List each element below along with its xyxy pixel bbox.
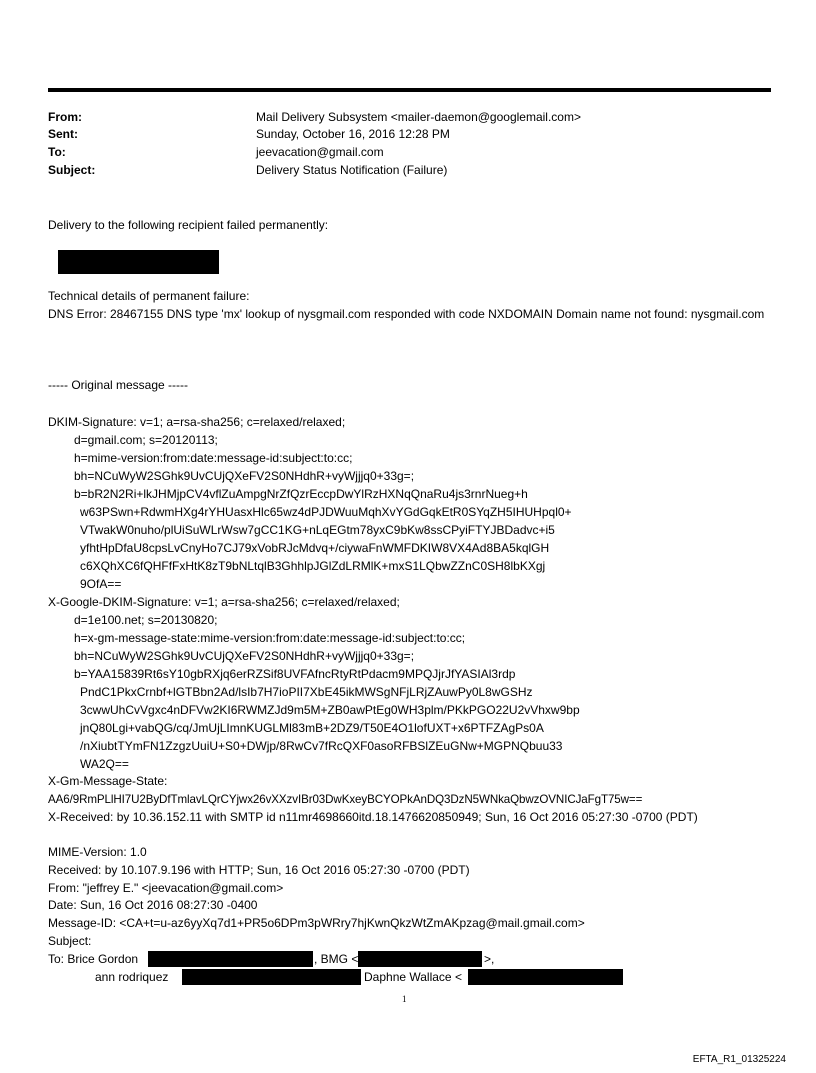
ann-recipient: ann rodriquez bbox=[95, 970, 169, 984]
xgoogle-line: b=YAA15839Rt6sY10gbRXjq6erRZSif8UVFAfncRtyRtPdacm9MPQJjrJfYASIAl3rdp bbox=[74, 667, 516, 681]
dkim-line: d=gmail.com; s=20120113; bbox=[74, 433, 218, 447]
to-line-close: >, bbox=[484, 952, 495, 966]
xgoogle-line: X-Google-DKIM-Signature: v=1; a=rsa-sha256; c=relaxed/relaxed; bbox=[48, 595, 400, 609]
redaction-box bbox=[468, 969, 623, 985]
gm-state-value: AA6/9RmPLlHI7U2ByDfTmlavLQrCYjwx26vXXzvIBr03DwKxeyBCYOPkAnDQ3DzN5WNkaQbwzOVNICJaFgT75w== bbox=[48, 793, 643, 806]
xgoogle-line: jnQ80Lgi+vabQG/cq/JmUjLImnKUGLMl83mB+2DZ9/T50E4O1lofUXT+x6PTFZAgPs0A bbox=[80, 721, 544, 735]
redaction-box bbox=[182, 969, 361, 985]
redaction-box bbox=[148, 951, 313, 967]
subject-label: Subject: bbox=[48, 163, 96, 177]
redaction-box bbox=[58, 250, 219, 274]
mime-version: MIME-Version: 1.0 bbox=[48, 845, 147, 859]
gm-state-label: X-Gm-Message-State: bbox=[48, 774, 168, 788]
xgoogle-line: bh=NCuWyW2SGhk9UvCUjQXeFV2S0NHdhR+vyWjjjq0+33g=; bbox=[74, 649, 415, 663]
dkim-line: VTwakW0nuho/plUiSuWLrWsw7gCC1KG+nLqEGtm78yxC9bKw8ssCPyiFTYJBDadvc+i5 bbox=[80, 523, 555, 537]
to-label: To: bbox=[48, 145, 66, 159]
received-line: Received: by 10.107.9.196 with HTTP; Sun, 16 Oct 2016 05:27:30 -0700 (PDT) bbox=[48, 863, 470, 877]
message-id-line: Message-ID: <CA+t=u-az6yyXq7d1+PR5o6DPm3pWRry7hjKwnQkzWtZmAKpzag@mail.gmail.com> bbox=[48, 916, 585, 930]
subject-line: Subject: bbox=[48, 934, 92, 948]
dkim-line: h=mime-version:from:date:message-id:subject:to:cc; bbox=[74, 451, 353, 465]
x-received: X-Received: by 10.36.152.11 with SMTP id n11mr4698660itd.18.1476620850949; Sun, 16 Oct 2016 05:27:30 -0700 (PDT) bbox=[48, 810, 698, 824]
to-line-bmg: , BMG < bbox=[314, 952, 359, 966]
from-line: From: "jeffrey E." <jeevacation@gmail.com> bbox=[48, 881, 284, 895]
subject-value: Delivery Status Notification (Failure) bbox=[256, 163, 448, 177]
daphne-recipient: Daphne Wallace < bbox=[364, 970, 462, 984]
dkim-line: c6XQhXC6fQHFfFxHtK8zT9bNLtqlB3GhhlpJGlZdLRMlK+mxS1LQbwZZnC0SH8lbKXgj bbox=[80, 559, 546, 573]
dkim-line: DKIM-Signature: v=1; a=rsa-sha256; c=relaxed/relaxed; bbox=[48, 415, 346, 429]
dkim-line: 9OfA== bbox=[80, 577, 122, 591]
xgoogle-line: PndC1PkxCrnbf+lGTBbn2Ad/lsIb7H7ioPII7XbE45ikMWSgNFjLRjZAuwPy0L8wGSHz bbox=[80, 685, 533, 699]
xgoogle-line: d=1e100.net; s=20130820; bbox=[74, 613, 218, 627]
page-number: 1 bbox=[402, 994, 407, 1004]
dkim-line: yfhtHpDfaU8cpsLvCnyHo7CJ79xVobRJcMdvq+/ciywaFnWMFDKIW8VX4Ad8BA5kqlGH bbox=[80, 541, 550, 555]
original-message-marker: ----- Original message ----- bbox=[48, 378, 189, 392]
delivery-intro: Delivery to the following recipient failed permanently: bbox=[48, 218, 329, 232]
xgoogle-line: h=x-gm-message-state:mime-version:from:date:message-id:subject:to:cc; bbox=[74, 631, 466, 645]
dkim-line: b=bR2N2Ri+lkJHMjpCV4vflZuAmpgNrZfQzrEccpDwYlRzHXNqQnaRu4js3rnrNueg+h bbox=[74, 487, 528, 501]
xgoogle-line: 3cwwUhCvVgxc4nDFVw2KI6RWMZJd9m5M+ZB0awPtEg0WH3plm/PKkPGO22U2vVhxw9bp bbox=[80, 703, 580, 717]
from-value: Mail Delivery Subsystem <mailer-daemon@googlemail.com> bbox=[256, 110, 581, 124]
redaction-box bbox=[358, 951, 482, 967]
from-label: From: bbox=[48, 110, 82, 124]
header-rule bbox=[48, 88, 771, 92]
dkim-line: bh=NCuWyW2SGhk9UvCUjQXeFV2S0NHdhR+vyWjjjq0+33g=; bbox=[74, 469, 415, 483]
date-line: Date: Sun, 16 Oct 2016 08:27:30 -0400 bbox=[48, 898, 258, 912]
to-value: jeevacation@gmail.com bbox=[256, 145, 384, 159]
sent-value: Sunday, October 16, 2016 12:28 PM bbox=[256, 127, 450, 141]
sent-label: Sent: bbox=[48, 127, 78, 141]
xgoogle-line: WA2Q== bbox=[80, 757, 129, 771]
dkim-line: w63PSwn+RdwmHXg4rYHUasxHlc65wz4dPJDWuuMqhXvYGdGqkEtR0SYqZH5IHUHpql0+ bbox=[80, 505, 572, 519]
efta-stamp: EFTA_R1_01325224 bbox=[692, 1054, 786, 1065]
xgoogle-line: /nXiubtTYmFN1ZzgzUuiU+S0+DWjp/8RwCv7fRcQXF0asoRFBSlZEuGNw+MGPNQbuu33 bbox=[80, 739, 563, 753]
to-line-start: To: Brice Gordon bbox=[48, 952, 139, 966]
dns-error: DNS Error: 28467155 DNS type 'mx' lookup of nysgmail.com responded with code NXDOMAIN Domain name not found: nysgmail.com bbox=[48, 307, 765, 321]
tech-details-title: Technical details of permanent failure: bbox=[48, 289, 250, 303]
